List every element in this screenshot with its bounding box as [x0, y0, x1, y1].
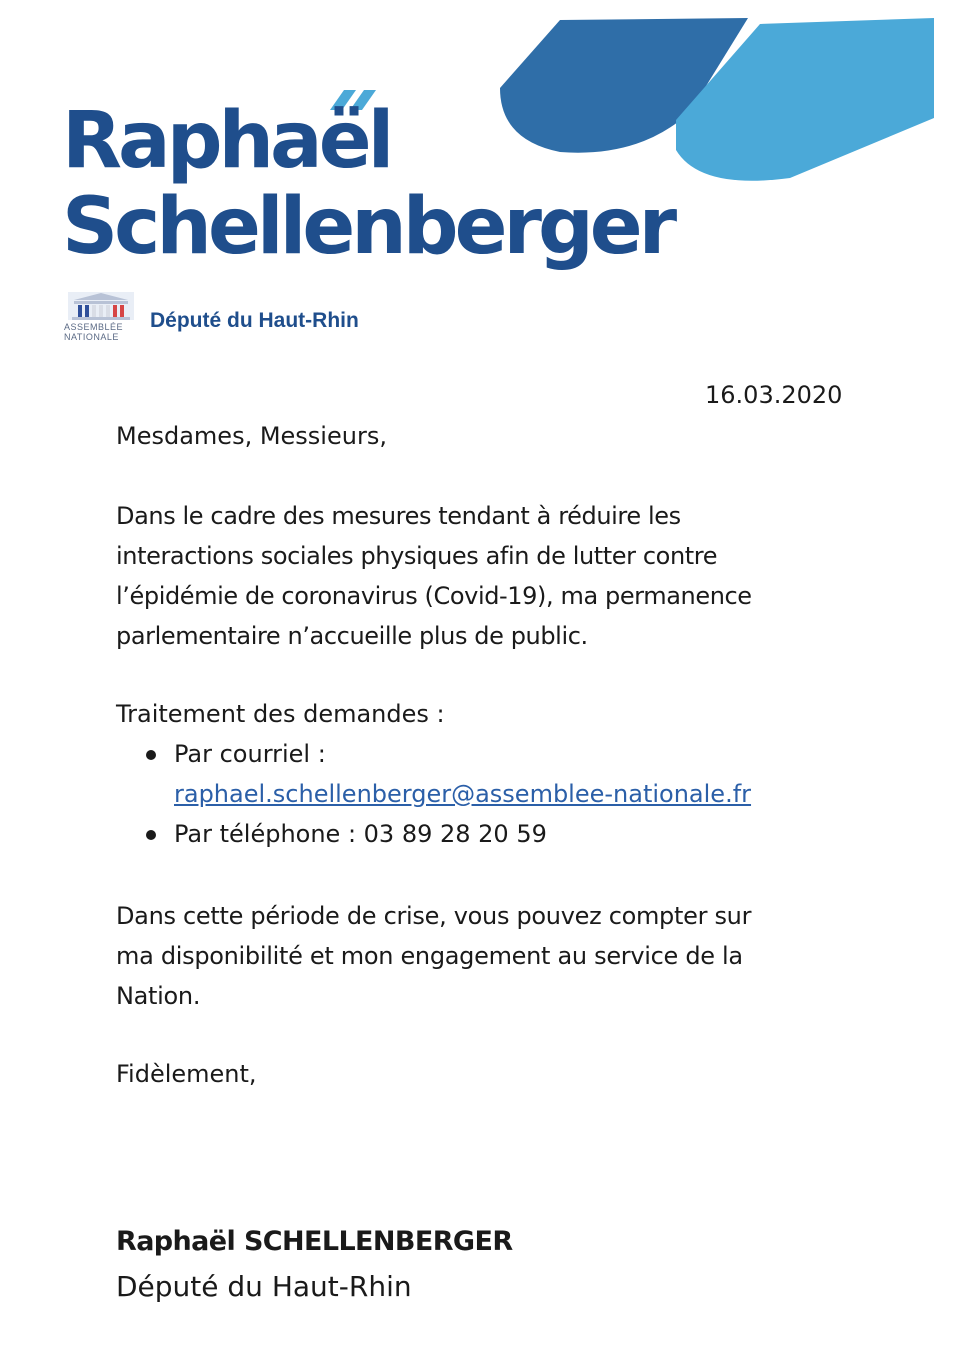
letter-date: 16.03.2020: [705, 381, 843, 409]
signature-title: Député du Haut-Rhin: [116, 1270, 412, 1303]
signature-name: Raphaël SCHELLENBERGER: [116, 1226, 513, 1257]
contact-item-email: [116, 734, 856, 814]
closing-line: Nation.: [116, 982, 201, 1010]
intro-line: parlementaire n’accueille plus de public.: [116, 622, 588, 650]
an-line-2: NATIONALE: [64, 332, 119, 342]
requests-heading: Traitement des demandes :: [116, 700, 445, 728]
farewell: Fidèlement,: [116, 1060, 257, 1088]
bullet-icon: [146, 750, 156, 760]
phone-text: Par téléphone : 03 89 28 20 59: [174, 820, 547, 848]
closing-paragraph: [116, 896, 856, 1016]
email-link[interactable]: raphael.schellenberger@assemblee-nationale.fr: [174, 780, 752, 808]
intro-line: Dans le cadre des mesures tendant à réduire les: [116, 502, 681, 530]
assemblee-nationale-wordmark: [64, 322, 138, 342]
letterhead: [0, 0, 967, 370]
brand-first-name: Raphaël: [62, 96, 391, 186]
brand-last-name: Schellenberger: [62, 182, 674, 272]
closing-line: ma disponibilité et mon engagement au service de la: [116, 942, 743, 970]
email-label: Par courriel :: [174, 740, 326, 768]
contact-list: [116, 734, 856, 854]
greeting: Mesdames, Messieurs,: [116, 422, 387, 450]
intro-line: l’épidémie de coronavirus (Covid-19), ma permanence: [116, 582, 752, 610]
contact-item-phone: [116, 814, 856, 854]
requests-section: [116, 694, 856, 854]
intro-paragraph: [116, 496, 856, 656]
letterhead-deputy-title: Député du Haut-Rhin: [150, 309, 359, 332]
bullet-icon: [146, 830, 156, 840]
closing-line: Dans cette période de crise, vous pouvez compter sur: [116, 902, 752, 930]
intro-line: interactions sociales physiques afin de lutter contre: [116, 542, 718, 570]
an-line-1: ASSEMBLÉE: [64, 322, 124, 332]
